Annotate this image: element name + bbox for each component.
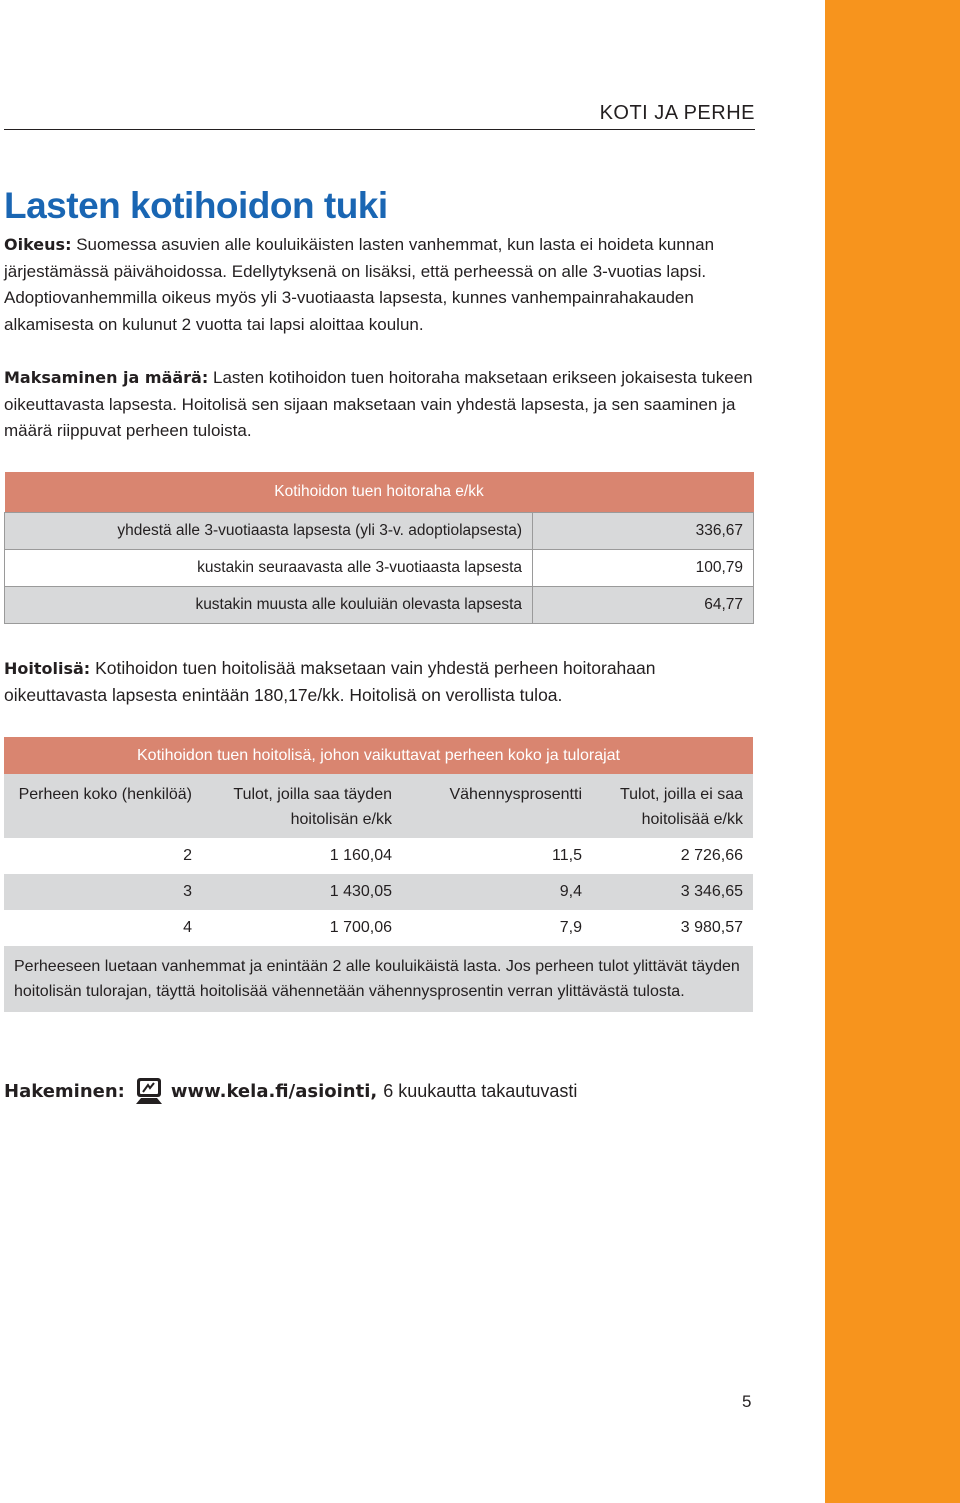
hakeminen-line [4, 1076, 577, 1106]
cell: 11,5 [552, 847, 582, 864]
page-title: Lasten kotihoidon tuki [4, 185, 388, 226]
row-value: 100,79 [533, 550, 754, 587]
table-header-row [4, 774, 753, 838]
hoitoraha-table [4, 472, 754, 624]
maksaminen-paragraph [4, 365, 756, 445]
table-row [4, 910, 753, 946]
table-row [5, 513, 754, 550]
hakeminen-lead: Hakeminen: [4, 1080, 125, 1102]
cell: 1 430,05 [202, 874, 402, 910]
cell: 1 700,06 [329, 919, 392, 936]
section-label: KOTI JA PERHE [599, 102, 755, 124]
hoitolisa-text: Kotihoidon tuen hoitolisää maksetaan vain yhdestä perheen hoitorahaan oikeuttavasta lapsesta enintään 180,17e/kk. Hoitolisä on verollista tuloa. [4, 658, 656, 705]
cell: 2 726,66 [680, 847, 743, 864]
cell: 7,9 [559, 919, 582, 936]
hoitolisa-lead: Hoitolisä: [4, 659, 91, 678]
cell: 3 [4, 874, 202, 910]
oikeus-paragraph [4, 232, 756, 338]
maksaminen-lead: Maksaminen ja määrä: [4, 368, 209, 387]
header-cell: Tulot, joilla saa täyden hoitolisän e/kk [202, 774, 402, 838]
hoitolisa-paragraph [4, 655, 756, 708]
table-row [5, 587, 754, 624]
computer-icon [135, 1076, 165, 1106]
row-value: 64,77 [533, 587, 754, 624]
table-row [4, 874, 753, 910]
table-row [5, 550, 754, 587]
hakeminen-text: 6 kuukautta takautuvasti [383, 1080, 578, 1101]
header-rule [4, 129, 755, 130]
table-note: Perheeseen luetaan vanhemmat ja enintään 2 alle kouluikäistä lasta. Jos perheen tulot ylittävät täyden hoitolisän tulorajan, täyttä hoitolisää vähennetään vähennysprosentin verran ylittävästä tulosta. [4, 946, 753, 1012]
oikeus-text: Suomessa asuvien alle kouluikäisten lasten vanhemmat, kun lasta ei hoideta kunnan järjestämässä päivähoidossa. Edellytyksenä on lisäksi, että perheessä on alle 3-vuotias lapsi. Adoptiovanhemmilla oikeus myös yli 3-vuotiaasta lapsesta, kunnes vanhempainrahakauden alkamisesta on kulunut 2 vuotta tai lapsi aloittaa koulun. [4, 235, 715, 334]
page-number: 5 [742, 1392, 752, 1411]
hoitolisa-table [4, 737, 753, 1012]
cell: 3 346,65 [592, 874, 753, 910]
maksaminen-text: Lasten kotihoidon tuen hoitoraha maksetaan erikseen jokaisesta tukeen oikeuttavasta lapsesta. Hoitolisä sen sijaan maksetaan vain yhdestä lapsesta, ja sen saaminen ja määrä riippuvat perheen tuloista. [4, 368, 753, 440]
table-note-row [4, 946, 753, 1012]
cell: 2 [183, 847, 192, 864]
row-label: kustakin muusta alle kouluiän olevasta lapsesta [5, 587, 533, 624]
cell: 3 980,57 [680, 919, 743, 936]
header-cell: Perheen koko (henkilöä) [4, 774, 202, 838]
table-row [4, 838, 753, 874]
cell: 9,4 [402, 874, 592, 910]
oikeus-lead: Oikeus: [4, 235, 72, 254]
cell: 1 160,04 [329, 847, 392, 864]
hoitoraha-table-title: Kotihoidon tuen hoitoraha e/kk [5, 472, 754, 513]
row-label: yhdestä alle 3-vuotiaasta lapsesta (yli 3-v. adoptiolapsesta) [5, 513, 533, 550]
header-cell: Tulot, joilla ei saa hoitolisää e/kk [592, 774, 753, 838]
hoitolisa-table-title: Kotihoidon tuen hoitolisä, johon vaikuttavat perheen koko ja tulorajat [4, 737, 753, 774]
row-value: 336,67 [533, 513, 754, 550]
orange-side-bar [825, 0, 960, 1503]
header-cell: Vähennysprosentti [402, 774, 592, 838]
asiointi-link[interactable]: www.kela.fi/asiointi, [170, 1080, 378, 1102]
row-label: kustakin seuraavasta alle 3-vuotiaasta lapsesta [5, 550, 533, 587]
cell: 4 [183, 919, 192, 936]
